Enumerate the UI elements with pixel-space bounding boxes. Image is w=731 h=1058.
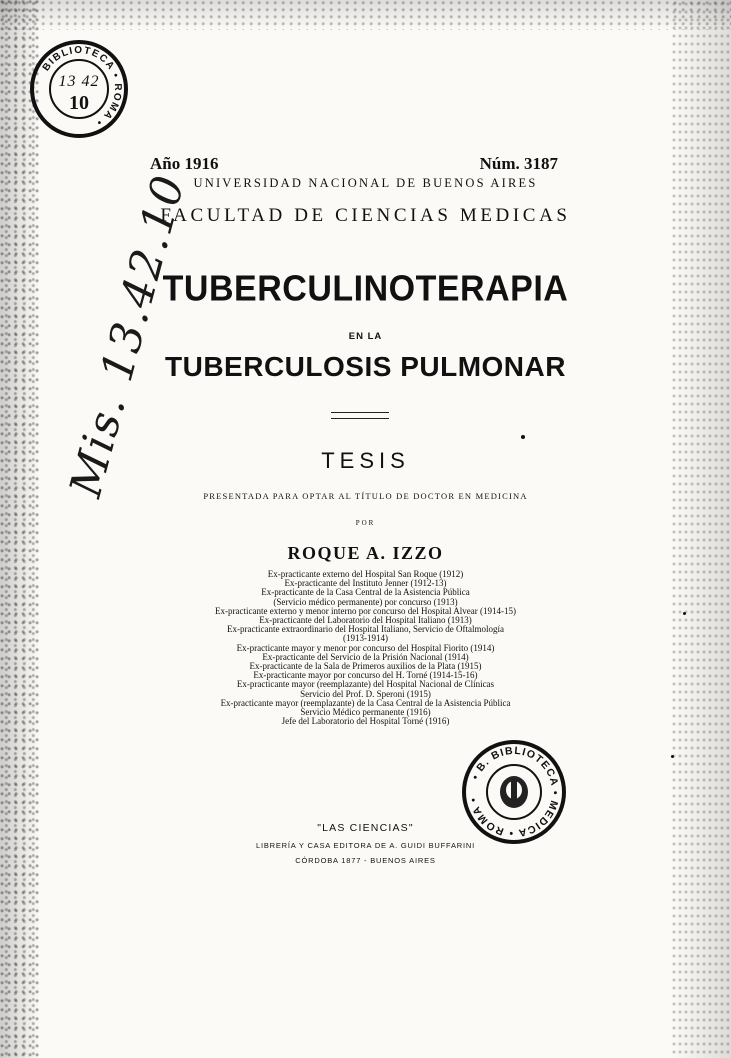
ornamental-divider	[331, 412, 389, 419]
library-stamp-ring-text: BIBLIOTECA • ROMA •	[40, 44, 124, 129]
publisher-name: "LAS CIENCIAS"	[317, 822, 414, 834]
credential-line: Ex-practicante de la Casa Central de la Asistencia Pública	[261, 587, 470, 598]
credential-line: Ex-practicante del Instituto Jenner (1912-13)	[284, 578, 447, 589]
ink-speck	[521, 435, 525, 439]
author-credentials	[0, 570, 731, 726]
credential-line: Ex-practicante del Laboratorio del Hospital Italiano (1913)	[259, 615, 472, 626]
presented-for-degree: PRESENTADA PARA OPTAR AL TÍTULO DE DOCTOR EN MEDICINA	[203, 491, 528, 501]
publisher-address: CÓRDOBA 1877 - BUENOS AIRES	[295, 856, 436, 865]
credential-line: Servicio del Prof. D. Speroni (1915)	[300, 688, 431, 699]
library-stamp	[28, 40, 130, 138]
shelf-number-top: 13 42	[58, 73, 100, 90]
ink-speck	[683, 612, 686, 615]
publisher-house: LIBRERÍA Y CASA EDITORA DE A. GUIDI BUFFARINI	[256, 841, 475, 850]
sub-title: TUBERCULOSIS PULMONAR	[165, 351, 566, 382]
credential-line: Jefe del Laboratorio del Hospital Torné (1916)	[281, 716, 450, 727]
year-label: Año 1916	[150, 154, 219, 173]
number-label: Núm. 3187	[479, 154, 558, 173]
credential-line: (1913-1914)	[343, 633, 388, 644]
thesis-label: TESIS	[321, 448, 410, 473]
main-title: TUBERCULINOTERAPIA	[162, 269, 569, 309]
credential-line: Ex-practicante externo y menor interno por concurso del Hospital Alvear (1914-15)	[215, 605, 516, 616]
scan-edge-top	[0, 0, 731, 30]
scan-edge-right	[671, 0, 731, 1058]
header-row	[150, 154, 558, 176]
credential-line: Ex-practicante de la Sala de Primeros auxilios de la Plata (1915)	[249, 661, 482, 672]
credential-line: Ex-practicante mayor (reemplazante) de la Casa Central de la Asistencia Pública	[220, 697, 511, 708]
credential-line: Servicio Médico permanente (1916)	[300, 707, 431, 718]
author-name: ROQUE A. IZZO	[287, 543, 444, 563]
credential-line: Ex-practicante mayor y menor por concurso del Hospital Fiorito (1914)	[236, 642, 495, 653]
handwritten-shelf-mark: Mis. 13.42.10	[60, 168, 196, 503]
credential-line: Ex-practicante mayor (reemplazante) del Hospital Nacional de Clínicas	[236, 679, 495, 690]
scan-edge-left	[0, 0, 40, 1058]
credential-line: Ex-practicante mayor por concurso del H. Torné (1914-15-16)	[253, 670, 478, 681]
round-stamp-ring-text: • B. BIBLIOTECA • MEDICA • ROMA •	[467, 744, 562, 840]
shelf-number-bottom: 10	[69, 92, 89, 114]
credential-line: Ex-practicante extraordinario del Hospital Italiano, Servicio de Oftalmología	[227, 624, 504, 635]
by-label: POR	[355, 519, 376, 527]
ink-speck	[671, 755, 674, 758]
faculty-name: FACULTAD DE CIENCIAS MEDICAS	[160, 205, 571, 226]
title-connector: EN LA	[348, 331, 383, 342]
credential-line: (Servicio médico permanente) por concurso (1913)	[273, 596, 458, 607]
university-name: UNIVERSIDAD NACIONAL DE BUENOS AIRES	[193, 176, 538, 190]
credential-line: Ex-practicante externo del Hospital San Roque (1912)	[267, 569, 464, 579]
credential-line: Ex-practicante del Servicio de la Prisión Nacional (1914)	[262, 651, 469, 662]
